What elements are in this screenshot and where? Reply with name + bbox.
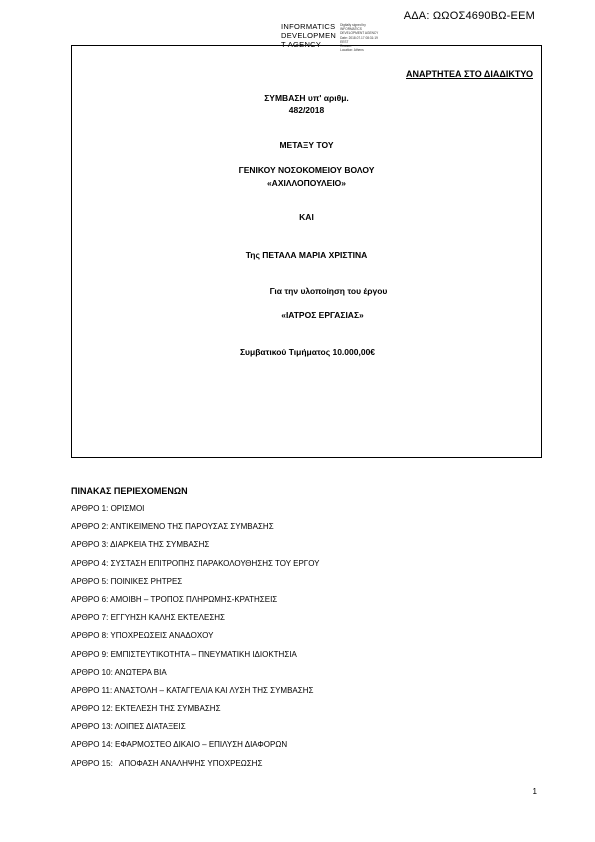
toc-title: ΠΙΝΑΚΑΣ ΠΕΡΙΕΧΟΜΕΝΩΝ bbox=[71, 486, 188, 496]
toc-item: ΑΡΘΡΟ 8: ΥΠΟΧΡΕΩΣΕΙΣ ΑΝΑΔΟΧΟΥ bbox=[71, 631, 214, 641]
stamp-sig-line: Digitally signed by bbox=[340, 23, 366, 27]
toc-list bbox=[71, 500, 320, 773]
stamp-sig-line: Date: 2018.07.17 08:31:19 bbox=[340, 35, 378, 40]
stamp-org-line: INFORMATICS bbox=[281, 22, 336, 31]
toc-item: ΑΡΘΡΟ 6: ΑΜΟΙΒΗ – ΤΡΟΠΟΣ ΠΛΗΡΩΜΗΣ-ΚΡΑΤΗΣΕΙΣ bbox=[71, 594, 278, 604]
party1-name-quoted: «ΑΧΙΛΛΟΠΟΥΛΕΙΟ» bbox=[266, 178, 347, 188]
contract-number: 482/2018 bbox=[288, 105, 325, 115]
project-name: «ΙΑΤΡΟΣ ΕΡΓΑΣΙΑΣ» bbox=[281, 310, 364, 320]
toc-item: ΑΡΘΡΟ 11: ΑΝΑΣΤΟΛΗ – ΚΑΤΑΓΓΕΛΙΑ ΚΑΙ ΛΥΣΗ ΤΗΣ ΣΥΜΒΑΣΗΣ bbox=[71, 685, 314, 695]
posting-notice: ΑΝΑΡΤΗΤΕΑ ΣΤΟ ΔΙΑΔΙΚΤΥΟ bbox=[406, 69, 533, 79]
party1-name: ΓΕΝΙΚΟΥ ΝΟΣΟΚΟΜΕΙΟΥ ΒΟΛΟΥ bbox=[238, 165, 375, 175]
stamp-sig-line: INFORMATICS bbox=[340, 27, 362, 32]
toc-item: ΑΡΘΡΟ 14: ΕΦΑΡΜΟΣΤΕΟ ΔΙΚΑΙΟ – ΕΠΙΛΥΣΗ ΔΙΑΦΟΡΩΝ bbox=[71, 740, 288, 750]
stamp-org-line: DEVELOPMEN bbox=[281, 31, 337, 40]
toc-item: ΑΡΘΡΟ 13: ΛΟΙΠΕΣ ΔΙΑΤΑΞΕΙΣ bbox=[71, 722, 186, 732]
toc-item: ΑΡΘΡΟ 12: ΕΚΤΕΛΕΣΗ ΤΗΣ ΣΥΜΒΑΣΗΣ bbox=[71, 704, 221, 714]
stamp-sig-line: DEVELOPMENT AGENCY bbox=[340, 31, 379, 36]
toc-item: ΑΡΘΡΟ 1: ΟΡΙΣΜΟΙ bbox=[71, 504, 145, 513]
contract-price: Συμβατικού Τιμήματος 10.000,00€ bbox=[239, 347, 376, 357]
purpose-line: Για την υλοποίηση του έργου bbox=[269, 286, 388, 296]
ada-code: ΑΔΑ: ΩΩΟΣ4690ΒΩ-ΕΕΜ bbox=[403, 10, 535, 22]
toc-item: ΑΡΘΡΟ 7: ΕΓΓΥΗΣΗ ΚΑΛΗΣ ΕΚΤΕΛΕΣΗΣ bbox=[71, 613, 225, 623]
party2-name: Της ΠΕΤΑΛΑ ΜΑΡΙΑ ΧΡΙΣΤΙΝΑ bbox=[245, 250, 368, 260]
stamp-sig-line: Reason: bbox=[340, 44, 352, 49]
stamp-sig-line: Location: Athens bbox=[340, 48, 364, 53]
toc-item: ΑΡΘΡΟ 2: ΑΝΤΙΚΕΙΜΕΝΟ ΤΗΣ ΠΑΡΟΥΣΑΣ ΣΥΜΒΑΣΗΣ bbox=[71, 522, 274, 532]
between-label: ΜΕΤΑΞΥ ΤΟΥ bbox=[279, 140, 334, 150]
and-label: ΚΑΙ bbox=[299, 212, 314, 222]
toc-item: ΑΡΘΡΟ 15: ΑΠΟΦΑΣΗ ΑΝΑΛΗΨΗΣ ΥΠΟΧΡΕΩΣΗΣ bbox=[71, 758, 263, 768]
toc-item: ΑΡΘΡΟ 4: ΣΥΣΤΑΣΗ ΕΠΙΤΡΟΠΗΣ ΠΑΡΑΚΟΛΟΥΘΗΣΗΣ ΤΟΥ ΕΡΓΟΥ bbox=[71, 558, 320, 568]
stamp-sig-line: EEST bbox=[340, 39, 349, 44]
page-number: 1 bbox=[532, 787, 537, 796]
cover-frame bbox=[71, 45, 542, 458]
toc-item: ΑΡΘΡΟ 5: ΠΟΙΝΙΚΕΣ ΡΗΤΡΕΣ bbox=[71, 576, 183, 586]
stamp-org-line: T AGENCY bbox=[281, 40, 322, 49]
toc-item: ΑΡΘΡΟ 10: ΑΝΩΤΕΡΑ ΒΙΑ bbox=[71, 667, 167, 677]
toc-item: ΑΡΘΡΟ 3: ΔΙΑΡΚΕΙΑ ΤΗΣ ΣΥΜΒΑΣΗΣ bbox=[71, 540, 210, 550]
contract-title: ΣΥΜΒΑΣΗ υπ' αριθμ. bbox=[264, 93, 349, 103]
toc-item: ΑΡΘΡΟ 9: ΕΜΠΙΣΤΕΥΤΙΚΟΤΗΤΑ – ΠΝΕΥΜΑΤΙΚΗ ΙΔΙΟΚΤΗΣΙΑ bbox=[71, 649, 297, 659]
